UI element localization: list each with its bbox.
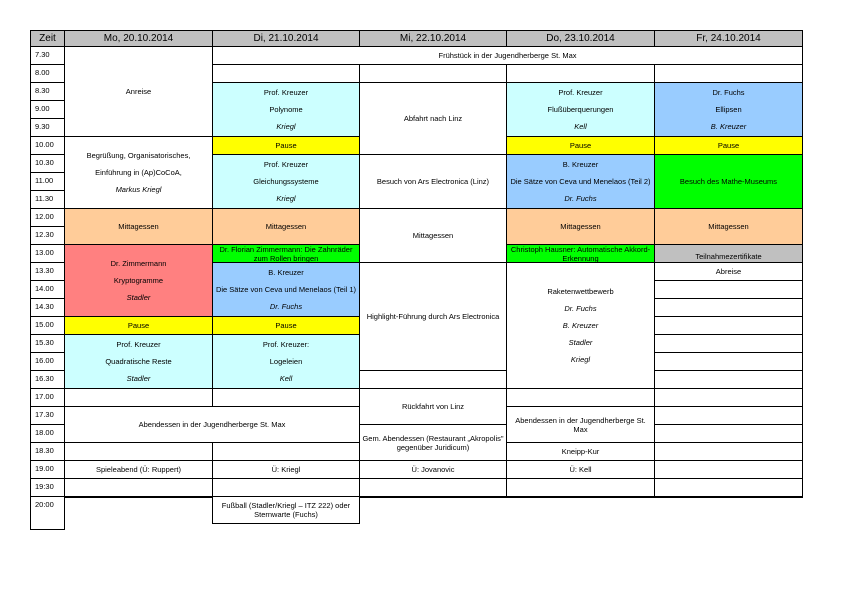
event-text: Mittagessen [412,231,454,240]
fr-empty-14 [654,280,803,299]
do-empty-17 [506,388,655,407]
fr-empty-8 [654,64,803,83]
header-label: Di, 21.10.2014 [253,33,319,44]
fr-empty-1730 [654,406,803,425]
do-pause-1 [506,136,655,155]
event-text: Spieleabend (Ü: Ruppert) [95,465,182,474]
day-header-2 [212,30,360,47]
time-slot [30,478,65,497]
mo-empty-1930 [64,478,213,497]
event-text: Pause [569,141,592,150]
di-pause-2 [212,316,360,335]
event-text: Flußüberquerungen [547,105,614,114]
event-text: Kryptogramme [113,276,164,285]
event-text: Dr. Florian Zimmermann: Die Zahnräder zum Rollen bringen [219,244,353,263]
event-text: Mittagessen [118,222,159,231]
event-text: Prof. Kreuzer: [262,340,310,349]
event-text: Fußball (Stadler/Kriegl – ITZ 222) oder Sternwarte (Fuchs) [221,501,351,519]
di-empty-1830 [212,442,360,461]
event-text: Abendessen in der Jugendherberge St. Max [138,420,286,429]
time-column-header [30,30,65,47]
time-label: 18.00 [35,428,54,437]
event-text: Dr. Zimmermann [110,259,167,268]
event-text: Quadratische Reste [105,357,172,366]
mo-pause-2 [64,316,213,335]
mi-empty-1930 [359,478,507,497]
fr-empty-1930 [654,478,803,497]
event-text: Teilnahmezertifikate [695,252,762,261]
time-label: 19.00 [35,464,54,473]
time-label: 16.00 [35,356,54,365]
fr-mathe-museum [654,154,803,209]
time-slot [30,280,65,299]
do-kneipp-kur [506,442,655,461]
fr-empty-16 [654,352,803,371]
mo-spieleabend [64,460,213,479]
event-text: Markus Kriegl [115,185,162,194]
di-empty-17 [212,388,360,407]
do-mittagessen [506,208,655,245]
di-polynome [212,82,360,137]
time-label: 17.00 [35,392,54,401]
time-label: 18.30 [35,446,54,455]
mi-abfahrt-linz [359,82,507,155]
event-text: B. Kreuzer [562,321,599,330]
event-text: Kell [279,374,293,383]
di-ceva-menelaos-1 [212,262,360,317]
time-slot [30,46,65,65]
event-text: Anreise [125,87,152,96]
do-empty-1930 [506,478,655,497]
time-slot [30,442,65,461]
time-slot [30,136,65,155]
event-text: Prof. Kreuzer [263,160,309,169]
event-text: Pause [127,321,150,330]
event-text: Mittagessen [708,222,749,231]
time-slot [30,154,65,173]
day-header-5 [654,30,803,47]
di-gleichungssysteme [212,154,360,209]
event-text: Ü: Kell [569,465,592,474]
event-text: Kriegl [276,122,296,131]
event-text: Ü: Jovanovic [411,465,455,474]
mi-ue-jovanovic [359,460,507,479]
fr-empty-20 [654,496,803,498]
time-slot [30,298,65,317]
time-label: 10.30 [35,158,54,167]
mi-highlight-fuehrung [359,262,507,371]
mi-rueckfahrt-linz [359,388,507,425]
time-label: 15.00 [35,320,54,329]
event-text: Rückfahrt von Linz [401,402,465,411]
event-text: Mittagessen [560,222,601,231]
fr-pause-1 [654,136,803,155]
time-slot [30,334,65,353]
mo-kryptogramme [64,244,213,317]
header-label: Do, 23.10.2014 [546,33,615,44]
time-label: 8.30 [35,86,50,95]
event-text: B. Kreuzer [562,160,599,169]
di-logeleien [212,334,360,389]
event-text: Stadler [126,374,151,383]
time-label: 17.30 [35,410,54,419]
time-label: 13.30 [35,266,54,275]
event-text: B. Kreuzer [268,268,304,277]
mi-mittagessen [359,208,507,263]
di-empty-8 [212,64,360,83]
event-text: Dr. Fuchs [564,304,597,313]
fr-empty-1530 [654,334,803,353]
di-fussball [212,496,360,524]
mo-empty-20 [64,496,213,498]
schedule-table [30,30,802,529]
time-slot [30,406,65,425]
mo-begruessung [64,136,213,209]
time-slot [30,100,65,119]
time-slot [30,316,65,335]
event-text: Die Sätze von Ceva und Menelaos (Teil 2) [510,177,651,186]
event-text: Abfahrt nach Linz [403,114,463,123]
mi-empty-1630 [359,370,507,389]
day-header-1 [64,30,213,47]
header-label: Fr, 24.10.2014 [696,33,761,44]
time-label: 14.30 [35,302,54,311]
di-pause-1 [212,136,360,155]
day-header-3 [359,30,507,47]
event-text: Die Sätze von Ceva und Menelaos (Teil 1) [215,285,357,294]
header-label: Mi, 22.10.2014 [399,33,467,44]
di-zahnraeder [212,244,360,263]
event-text: Highlight-Führung durch Ars Electronica [366,312,500,321]
time-slot [30,64,65,83]
di-ue-kriegl [212,460,360,479]
do-ceva-menelaos-2 [506,154,655,209]
time-label: 10.00 [35,140,54,149]
time-label: 16.30 [35,374,54,383]
time-slot [30,496,65,530]
time-slot [30,226,65,245]
di-empty-1930 [212,478,360,497]
do-flussueberquerungen [506,82,655,137]
time-label: 12.30 [35,230,54,239]
event-text: Ü: Kriegl [271,465,301,474]
event-text: Dr. Fuchs [564,194,597,203]
time-slot [30,82,65,101]
do-empty-8 [506,64,655,83]
time-slot [30,370,65,389]
fr-empty-19 [654,460,803,479]
event-text: Logeleien [269,357,303,366]
time-slot [30,190,65,209]
event-text: Prof. Kreuzer [263,88,309,97]
event-text: Kriegl [570,355,591,364]
event-text: Kriegl [276,194,296,203]
event-text: Raketenwettbewerb [547,287,614,296]
time-label: 11.30 [35,194,54,203]
event-text: Gem. Abendessen (Restaurant „Akropolis" gegenüber Juridicum) [362,433,504,452]
event-text: Abendessen in der Jugendherberge St. Max [515,415,646,434]
event-text: Dr. Fuchs [269,302,303,311]
time-label: 9.30 [35,122,50,131]
event-text: Einführung in (Ap)CoCoA, [95,168,182,177]
time-label: 7.30 [35,50,50,59]
time-slot [30,208,65,227]
mo-mittagessen [64,208,213,245]
mi-empty-8 [359,64,507,83]
event-text: Pause [275,141,297,150]
fr-empty-1430 [654,298,803,317]
time-slot [30,388,65,407]
fr-empty-17 [654,388,803,407]
event-text: Kneipp-Kur [561,447,600,456]
fr-mittagessen [654,208,803,245]
fruehstueck [212,46,803,65]
event-text: Mittagessen [265,222,307,231]
time-slot [30,244,65,263]
fr-ellipsen [654,82,803,137]
event-text: Christoph Hausner: Automatische Akkord-Erkennung [510,244,651,263]
time-label: 9.00 [35,104,50,113]
time-label: 20:00 [35,500,54,509]
fr-abreise [654,262,803,281]
time-slot [30,118,65,137]
do-ue-kell [506,460,655,479]
event-text: Stadler [126,293,151,302]
time-label: 19:30 [35,482,54,491]
day-header-4 [506,30,655,47]
event-text: Prof. Kreuzer [116,340,161,349]
time-label: 11.00 [35,176,54,185]
mo-empty-17 [64,388,213,407]
header-label: Mo, 20.10.2014 [103,33,174,44]
event-text: Besuch von Ars Electronica (Linz) [376,177,490,186]
time-slot [30,460,65,479]
event-text: Besuch des Mathe-Museums [679,177,778,186]
time-label: 8.00 [35,68,50,77]
event-text: Dr. Fuchs [712,88,745,97]
fr-empty-18 [654,424,803,443]
fr-empty-1830 [654,442,803,461]
do-akkord-erkennung [506,244,655,263]
event-text: B. Kreuzer [710,122,747,131]
mo-di-abendessen [64,406,360,443]
time-slot [30,172,65,191]
do-raketenwettbewerb [506,262,655,389]
event-text: Stadler [568,338,593,347]
mi-abendessen-akropolis [359,424,507,461]
do-abendessen [506,406,655,443]
time-label: 14.00 [35,284,54,293]
time-label: 12.00 [35,212,54,221]
mi-ars-electronica [359,154,507,209]
event-text: Pause [717,141,740,150]
event-text: Prof. Kreuzer [558,88,603,97]
fr-empty-1630 [654,370,803,389]
event-text: Pause [275,321,297,330]
di-mittagessen [212,208,360,245]
anreise [64,46,213,137]
mo-empty-1830 [64,442,213,461]
time-slot [30,424,65,443]
time-slot [30,262,65,281]
event-text: Abreise [715,267,742,276]
header-label: Zeit [39,33,56,44]
event-text: Gleichungssysteme [253,177,319,186]
event-text: Ellipsen [715,105,742,114]
event-text: Polynome [269,105,303,114]
fr-teilnahmezertifikate [654,244,803,263]
time-slot [30,352,65,371]
do-empty-20 [506,496,655,498]
event-text: Kell [574,122,587,131]
event-text: Frühstück in der Jugendherberge St. Max [438,51,577,60]
fr-empty-15 [654,316,803,335]
mo-quadratische-reste [64,334,213,389]
mi-empty-20 [359,496,507,498]
time-label: 15.30 [35,338,54,347]
time-label: 13.00 [35,248,54,257]
event-text: Begrüßung, Organisatorisches, [86,151,191,160]
